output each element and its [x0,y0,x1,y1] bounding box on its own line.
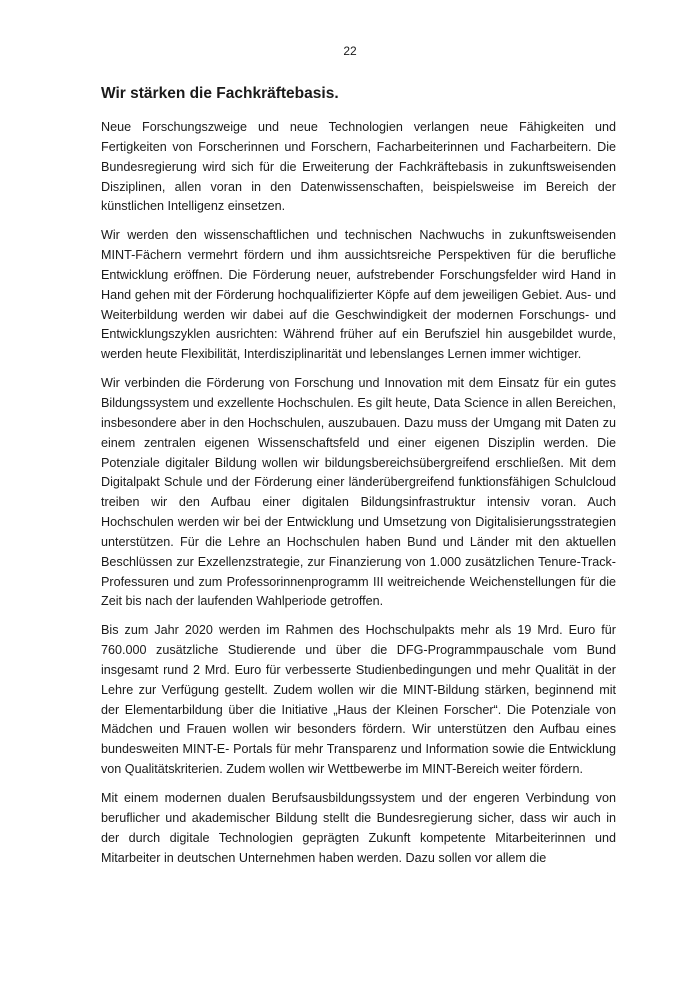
section-heading: Wir stärken die Fachkräftebasis. [101,85,339,102]
paragraph-1: Neue Forschungszweige und neue Technologien verlangen neue Fähigkeiten und Fertigkeiten von Forscherinnen und Forschern, Facharbeiterinnen und Facharbeitern. Die Bundesregierung wird sich für die Erweiterung der Fachkräftebasis in zukunftsweisenden Disziplinen, allen voran in den Datenwissenschaften, beispielsweise im Bereich der künstlichen Intelligenz einsetzen. [101,120,616,214]
page-number: 22 [343,44,357,58]
paragraph-2: Wir werden den wissenschaftlichen und technischen Nachwuchs in zukunftsweisenden MINT-Fächern vermehrt fördern und ihm aussichtsreiche Perspektiven für die berufliche Entwicklung eröffnen. Die Förderung neuer, aufstrebender Forschungsfelder wird Hand in Hand gehen mit der Förderung hochqualifizierter Köpfe auf dem jeweiligen Gebiet. Aus- und Weiterbildung werden wir dabei auf die Geschwindigkeit der modernen Forschungs- und Entwicklungszyklen ausrichten: Während früher auf ein Berufsziel hin ausgebildet wurde, werden heute Flexibilität, Interdisziplinarität und lebenslanges Lernen immer wichtiger. [101,228,616,362]
paragraph-3: Wir verbinden die Förderung von Forschung und Innovation mit dem Einsatz für ein gutes Bildungssystem und exzellente Hochschulen. Es gilt heute, Data Science in allen Bereichen, insbesondere aber in den Hochschulen, auszubauen. Dazu muss der Umgang mit Daten zu einem zentralen eigenen Wissenschaftsfeld und einer eigenen Disziplin werden. Die Potenziale digitaler Bildung wollen wir bildungsbereichsübergreifend erschließen. Mit dem Digitalpakt Schule und der Förderung einer länderübergreifend funktionsfähigen Schulcloud treiben wir den Aufbau einer digitalen Bildungsinfrastruktur intensiv voran. Auch Hochschulen werden wir bei der Entwicklung und Umsetzung von Digitalisierungsstrategien unterstützen. Für die Lehre an Hochschulen haben Bund und Länder mit den aktuellen Beschlüssen zur Exzellenzstrategie, zur Finanzierung von 1.000 zusätzlichen Tenure-Track-Professuren und zum Professorinnenprogramm III weitreichende Weichenstellungen für die Zeit bis nach der laufenden Wahlperiode getroffen. [101,376,616,609]
body-text [101,118,616,877]
paragraph-4: Bis zum Jahr 2020 werden im Rahmen des Hochschulpakts mehr als 19 Mrd. Euro für 760.000 zusätzliche Studierende und über die DFG-Programmpauschale vom Bund insgesamt rund 2 Mrd. Euro für verbesserte Studienbedingungen und mehr Qualität in der Lehre zur Verfügung gestellt. Zudem wollen wir die MINT-Bildung stärken, beginnend mit der Elementarbildung über die Initiative „Haus der Kleinen Forscher“. Die Potenziale von Mädchen und Frauen wollen wir besonders fördern. Wir unterstützen den Aufbau eines bundesweiten MINT-E- Portals für mehr Transparenz und Information sowie die Entwicklung von Qualitätskriterien. Zudem wollen wir Wettbewerbe im MINT-Bereich weiter fördern. [101,623,616,777]
paragraph-5: Mit einem modernen dualen Berufsausbildungssystem und der engeren Verbindung von beruflicher und akademischer Bildung stellt die Bundesregierung sicher, dass wir auch in der durch digitale Technologien geprägten Zukunft kompetente Mitarbeiterinnen und Mitarbeiter in deutschen Unternehmen haben werden. Dazu sollen vor allem die [101,791,616,865]
